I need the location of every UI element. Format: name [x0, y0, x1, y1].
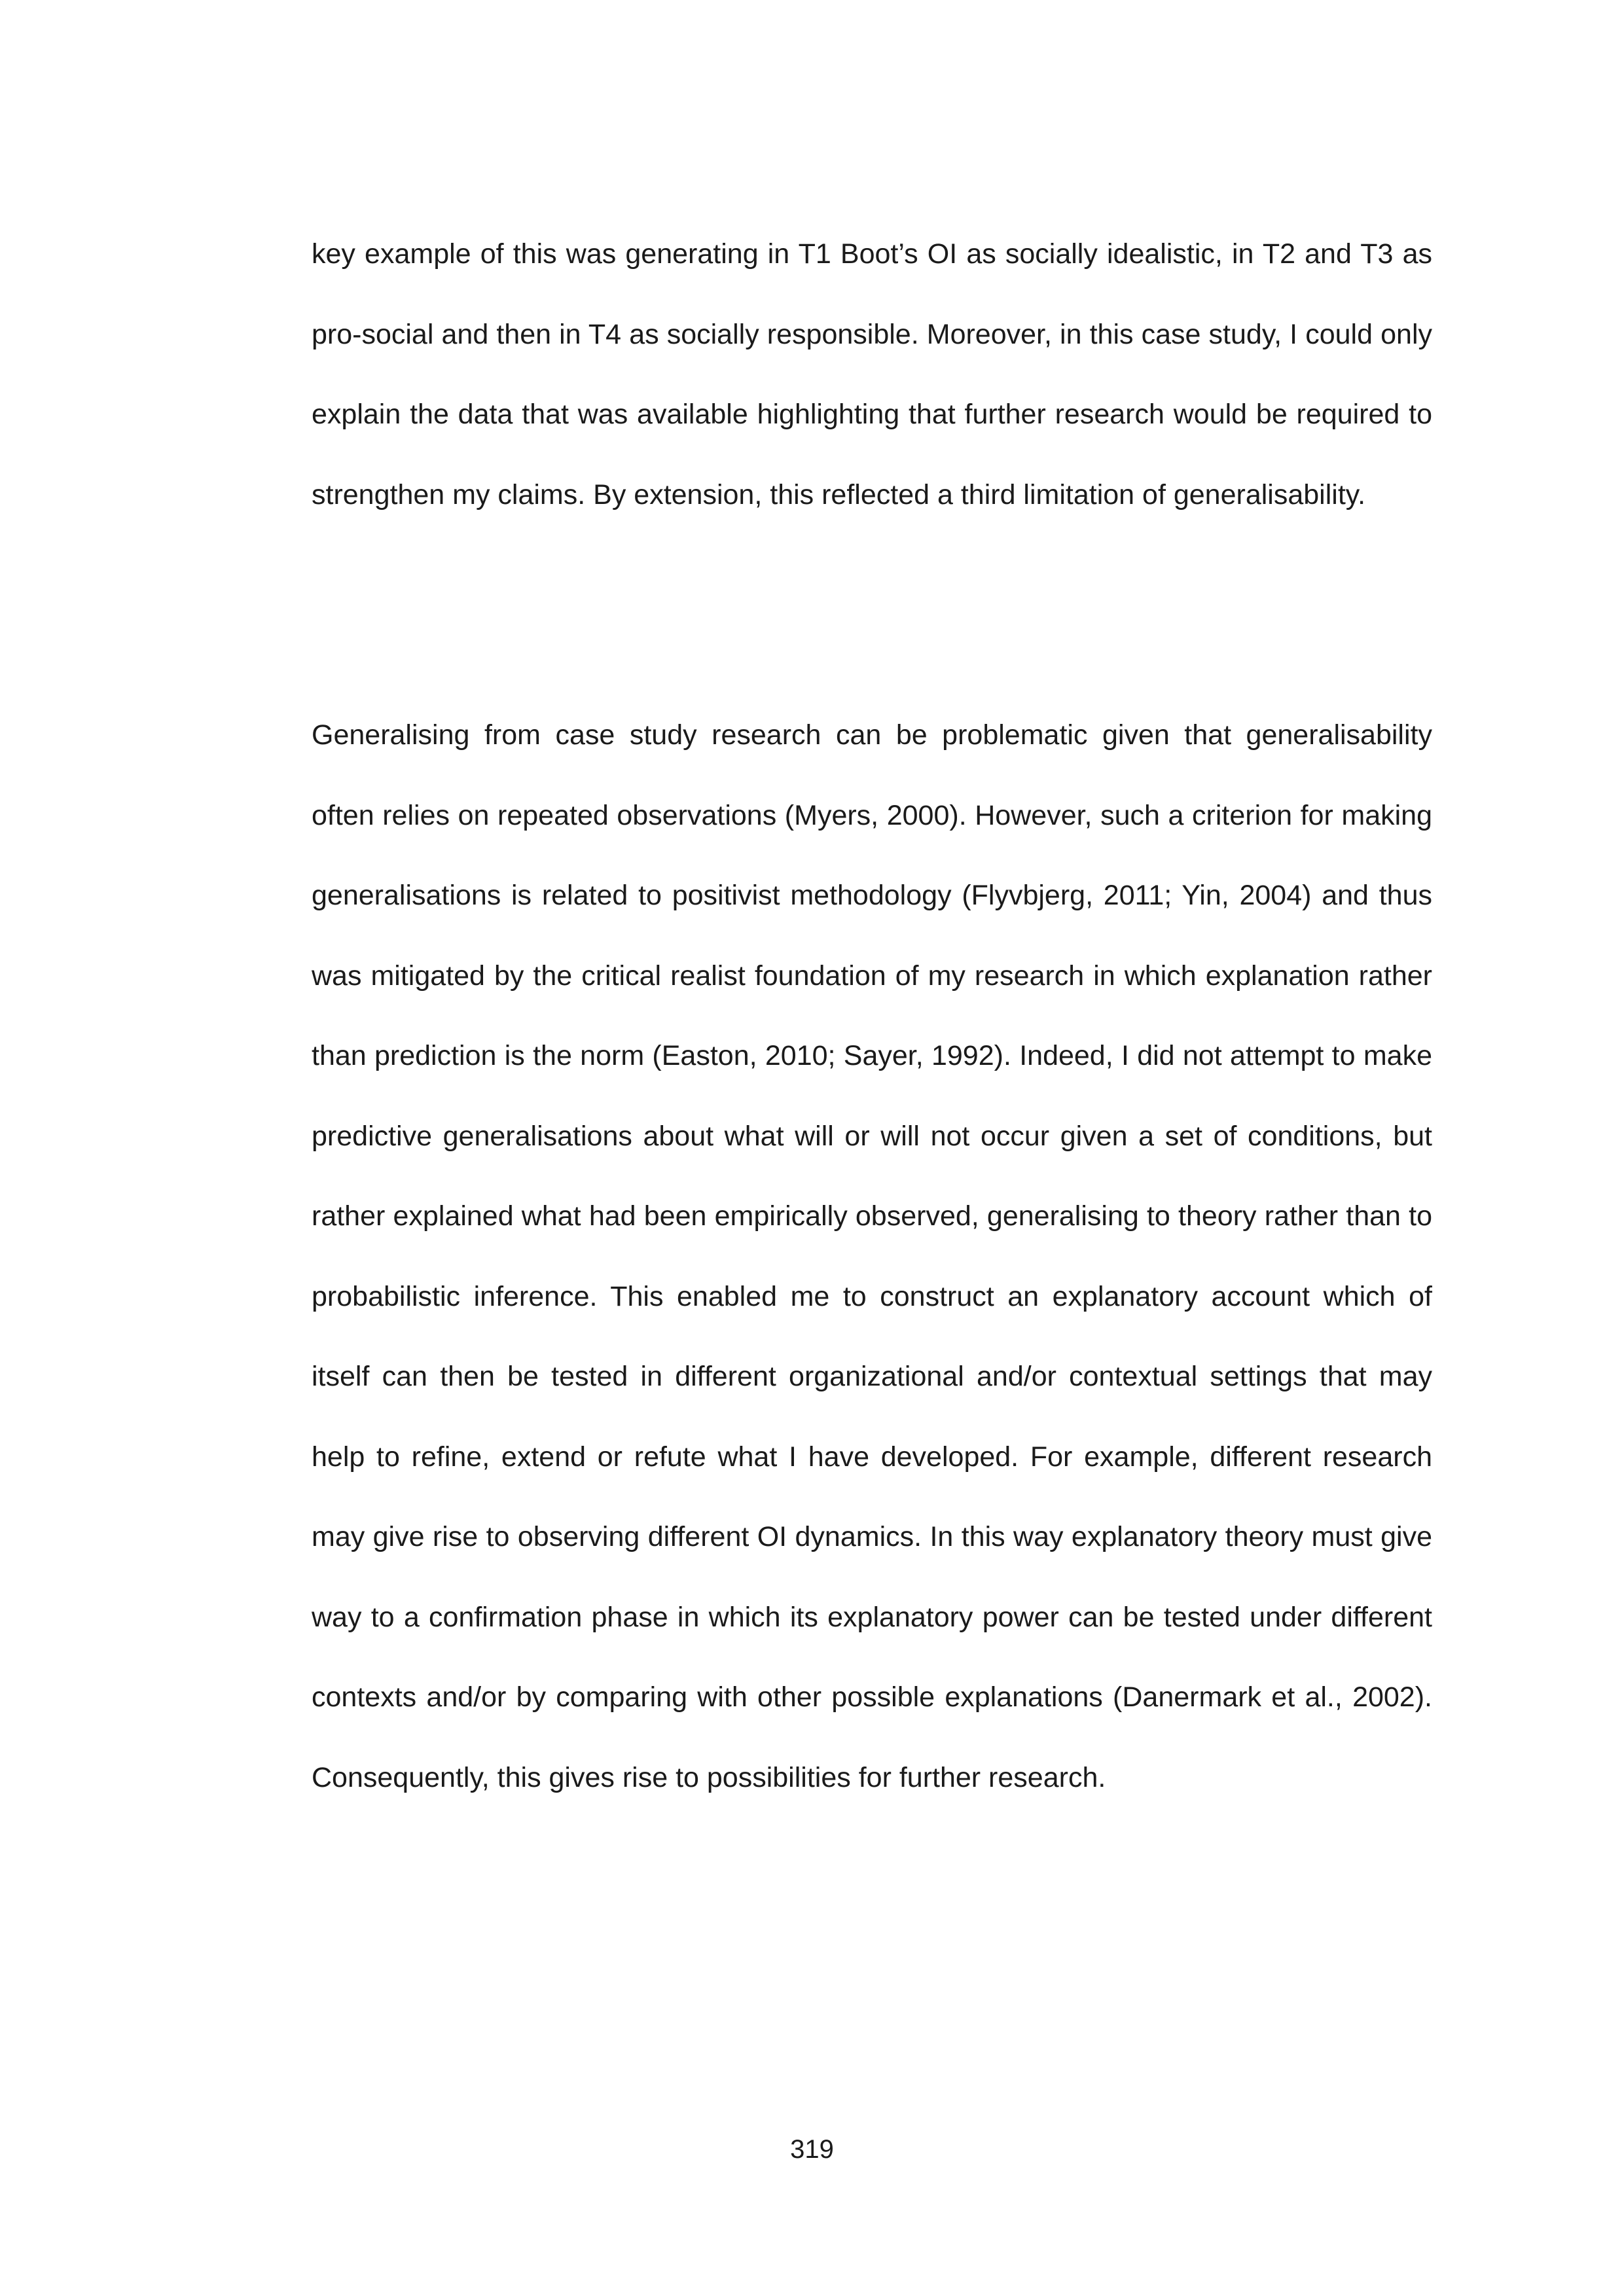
paragraph-text: Generalising from case study research can be problematic given that generalisability often relies on repeated observations (Myers, 2000). However, such a criterion for making generalisations is related to positivist methodology (Flyvbjerg, 2011; Yin, 2004) and thus was mitigated by the critical realist foundation of my research in which explanation rather than prediction is the norm (Easton, 2010; Sayer, 1992). Indeed, I did not attempt to make predictive generalisations about what will or will not occur given a set of conditions, but rather explained what had been empirically observed, generalising to theory rather than to probabilistic inference. This enabled me to construct an explanatory account which of itself can then be tested in different organizational and/or contextual settings that may help to refine, extend or refute what I have developed. For example, different research may give rise to observing different OI dynamics. In this way explanatory theory must give way to a confirmation phase in which its explanatory power can be tested under different contexts and/or by comparing with other possible explanations (Danermark et al., 2002). Consequently, this gives rise to possibilities for further research. [312, 719, 1432, 1793]
paragraph-text: key example of this was generating in T1 Boot’s OI as socially idealistic, in T2 and T3 as pro-social and then in T4 as socially responsible. Moreover, in this case study, I could only explain the data that was available highlighting that further research would be required to strengthen my claims. By extension, this reflected a third limitation of generalisability. [312, 238, 1432, 511]
paragraph-generalisability [312, 695, 1432, 1818]
paragraph-limitations [312, 214, 1432, 535]
page-number: 319 [790, 2135, 834, 2164]
